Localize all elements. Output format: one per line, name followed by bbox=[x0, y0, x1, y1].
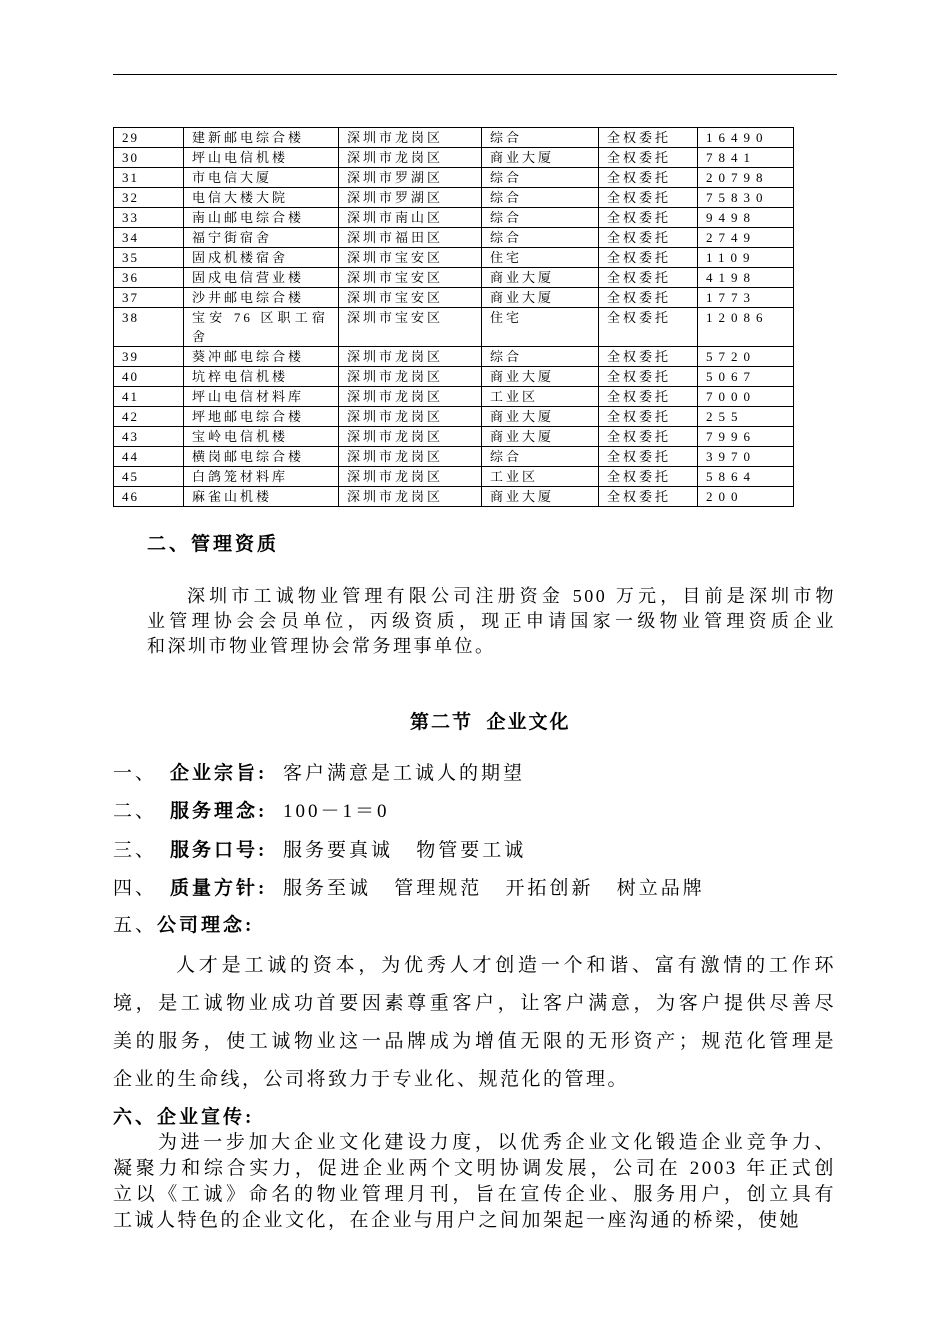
cell-name: 福宁街宿舍 bbox=[184, 228, 339, 248]
cell-mode: 全权委托 bbox=[599, 407, 698, 427]
culture-item-philosophy bbox=[113, 911, 837, 941]
table-row bbox=[114, 268, 794, 288]
cell-area: 16490 bbox=[698, 128, 794, 148]
paragraph-line: 凝聚力和综合实力，促进企业两个文明协调发展，公司在 2003 年正式创 bbox=[113, 1158, 836, 1179]
cell-type: 综合 bbox=[482, 188, 599, 208]
qualification-paragraph bbox=[147, 584, 836, 659]
cell-type: 商业大厦 bbox=[482, 148, 599, 168]
cell-mode: 全权委托 bbox=[599, 268, 698, 288]
cell-mode: 全权委托 bbox=[599, 467, 698, 487]
cell-district: 深圳市龙岗区 bbox=[339, 407, 482, 427]
cell-no: 44 bbox=[114, 447, 184, 467]
cell-district: 深圳市龙岗区 bbox=[339, 367, 482, 387]
item-label: 企业宗旨: bbox=[170, 763, 268, 784]
cell-mode: 全权委托 bbox=[599, 387, 698, 407]
cell-area: 5067 bbox=[698, 367, 794, 387]
cell-district: 深圳市罗湖区 bbox=[339, 168, 482, 188]
table-row bbox=[114, 288, 794, 308]
cell-mode: 全权委托 bbox=[599, 288, 698, 308]
cell-name: 葵冲邮电综合楼 bbox=[184, 347, 339, 367]
table-row bbox=[114, 487, 794, 507]
item-marker: 四、 bbox=[113, 877, 158, 899]
cell-name: 坪山电信机楼 bbox=[184, 148, 339, 168]
cell-line: 宝安 76 区职工宿 bbox=[192, 310, 328, 325]
table-row bbox=[114, 148, 794, 168]
paragraph-line: 立以《工诚》命名的物业管理月刊，旨在宣传企业、服务用户，创立具有 bbox=[113, 1184, 836, 1205]
cell-no: 32 bbox=[114, 188, 184, 208]
paragraph-line: 美的服务，使工诚物业这一品牌成为增值无限的无形资产；规范化管理是 bbox=[113, 1031, 836, 1052]
cell-name: 固戍机楼宿舍 bbox=[184, 248, 339, 268]
cell-name: 白鸽笼材料库 bbox=[184, 467, 339, 487]
cell-mode: 全权委托 bbox=[599, 228, 698, 248]
cell-area: 7841 bbox=[698, 148, 794, 168]
cell-area: 1773 bbox=[698, 288, 794, 308]
cell-type: 商业大厦 bbox=[482, 487, 599, 507]
cell-type: 商业大厦 bbox=[482, 427, 599, 447]
cell-type: 综合 bbox=[482, 208, 599, 228]
cell-district: 深圳市宝安区 bbox=[339, 288, 482, 308]
paragraph-line: 境，是工诚物业成功首要因素尊重客户，让客户满意，为客户提供尽善尽 bbox=[113, 993, 836, 1014]
paragraph-line: 人才是工诚的资本，为优秀人才创造一个和谐、富有激情的工作环 bbox=[176, 955, 836, 976]
cell-area: 200 bbox=[698, 487, 794, 507]
cell-type: 住宅 bbox=[482, 308, 599, 347]
cell-name: 麻雀山机楼 bbox=[184, 487, 339, 507]
cell-no: 45 bbox=[114, 467, 184, 487]
table-row bbox=[114, 228, 794, 248]
cell-type: 工业区 bbox=[482, 467, 599, 487]
cell-type: 综合 bbox=[482, 228, 599, 248]
cell-no: 39 bbox=[114, 347, 184, 367]
table-row bbox=[114, 387, 794, 407]
cell-no: 38 bbox=[114, 308, 184, 347]
cell-type: 商业大厦 bbox=[482, 407, 599, 427]
cell-area: 2749 bbox=[698, 228, 794, 248]
cell-name: 固戍电信营业楼 bbox=[184, 268, 339, 288]
culture-item bbox=[113, 797, 837, 835]
paragraph-line: 深圳市工诚物业管理有限公司注册资金 500 万元，目前是深圳市物 bbox=[187, 586, 836, 606]
table-row bbox=[114, 367, 794, 387]
cell-area: 9498 bbox=[698, 208, 794, 228]
paragraph-line: 和深圳市物业管理协会常务理事单位。 bbox=[147, 636, 496, 656]
culture-item bbox=[113, 759, 837, 797]
cell-name: 沙井邮电综合楼 bbox=[184, 288, 339, 308]
cell-name: 电信大楼大院 bbox=[184, 188, 339, 208]
section-title-culture: 第二节 企业文化 bbox=[410, 712, 571, 733]
cell-type: 住宅 bbox=[482, 248, 599, 268]
cell-area: 20798 bbox=[698, 168, 794, 188]
cell-area: 4198 bbox=[698, 268, 794, 288]
cell-area: 5720 bbox=[698, 347, 794, 367]
table-row bbox=[114, 208, 794, 228]
paragraph-line: 工诚人特色的企业文化，在企业与用户之间加架起一座沟通的桥梁，使她 bbox=[113, 1210, 802, 1231]
table-row bbox=[114, 308, 794, 347]
cell-type: 商业大厦 bbox=[482, 268, 599, 288]
cell-mode: 全权委托 bbox=[599, 188, 698, 208]
cell-district: 深圳市宝安区 bbox=[339, 308, 482, 347]
cell-district: 深圳市龙岗区 bbox=[339, 128, 482, 148]
cell-district: 深圳市南山区 bbox=[339, 208, 482, 228]
culture-item bbox=[113, 874, 837, 912]
cell-mode: 全权委托 bbox=[599, 208, 698, 228]
item-value: 服务要真诚 物管要工诚 bbox=[283, 839, 527, 861]
section-heading-publicity: 六、企业宣传: bbox=[113, 1107, 255, 1128]
item-label: 服务理念: bbox=[170, 801, 268, 823]
cell-name: 宝岭电信机楼 bbox=[184, 427, 339, 447]
table-row bbox=[114, 447, 794, 467]
item-value: 客户满意是工诚人的期望 bbox=[283, 763, 526, 784]
cell-type: 工业区 bbox=[482, 387, 599, 407]
cell-district: 深圳市宝安区 bbox=[339, 248, 482, 268]
cell-name: 坪地邮电综合楼 bbox=[184, 407, 339, 427]
item-marker: 二、 bbox=[113, 801, 158, 823]
table-row bbox=[114, 168, 794, 188]
cell-no: 41 bbox=[114, 387, 184, 407]
publicity-paragraph bbox=[113, 1130, 836, 1234]
table-row bbox=[114, 467, 794, 487]
cell-type: 综合 bbox=[482, 347, 599, 367]
cell-district: 深圳市宝安区 bbox=[339, 268, 482, 288]
cell-type: 商业大厦 bbox=[482, 288, 599, 308]
table-row bbox=[114, 347, 794, 367]
philosophy-paragraph bbox=[113, 947, 836, 1099]
cell-no: 34 bbox=[114, 228, 184, 248]
cell-mode: 全权委托 bbox=[599, 308, 698, 347]
cell-type: 综合 bbox=[482, 447, 599, 467]
cell-mode: 全权委托 bbox=[599, 148, 698, 168]
paragraph-line: 企业的生命线，公司将致力于专业化、规范化的管理。 bbox=[113, 1069, 630, 1090]
cell-no: 36 bbox=[114, 268, 184, 288]
cell-name: 坑梓电信机楼 bbox=[184, 367, 339, 387]
cell-name: 建新邮电综合楼 bbox=[184, 128, 339, 148]
cell-area: 7000 bbox=[698, 387, 794, 407]
cell-name: 坪山电信材料库 bbox=[184, 387, 339, 407]
cell-no: 46 bbox=[114, 487, 184, 507]
item-value: 服务至诚 管理规范 开拓创新 树立品牌 bbox=[283, 877, 705, 899]
cell-district: 深圳市龙岗区 bbox=[339, 487, 482, 507]
property-table bbox=[113, 127, 794, 507]
item-value: 100－1＝0 bbox=[283, 801, 390, 823]
section-heading-qualification: 二、管理资质 bbox=[147, 534, 280, 555]
cell-name: 南山邮电综合楼 bbox=[184, 208, 339, 228]
cell-no: 43 bbox=[114, 427, 184, 447]
item-marker: 五、 bbox=[113, 915, 158, 936]
table-row bbox=[114, 188, 794, 208]
table-row bbox=[114, 128, 794, 148]
cell-name: 横岗邮电综合楼 bbox=[184, 447, 339, 467]
cell-area: 255 bbox=[698, 407, 794, 427]
cell-no: 31 bbox=[114, 168, 184, 188]
table-row bbox=[114, 427, 794, 447]
cell-no: 42 bbox=[114, 407, 184, 427]
paragraph-line: 业管理协会会员单位，丙级资质，现正申请国家一级物业管理资质企业 bbox=[147, 611, 836, 631]
cell-name bbox=[184, 308, 339, 347]
cell-type: 综合 bbox=[482, 168, 599, 188]
header-rule bbox=[113, 74, 837, 75]
cell-area: 3970 bbox=[698, 447, 794, 467]
cell-area: 7996 bbox=[698, 427, 794, 447]
cell-district: 深圳市龙岗区 bbox=[339, 447, 482, 467]
item-label: 公司理念: bbox=[157, 915, 255, 936]
cell-mode: 全权委托 bbox=[599, 487, 698, 507]
cell-no: 30 bbox=[114, 148, 184, 168]
cell-area: 75830 bbox=[698, 188, 794, 208]
property-table-body bbox=[114, 128, 794, 507]
paragraph-line: 为进一步加大企业文化建设力度，以优秀企业文化锻造企业竞争力、 bbox=[158, 1132, 836, 1153]
culture-list bbox=[113, 759, 837, 912]
cell-no: 33 bbox=[114, 208, 184, 228]
cell-mode: 全权委托 bbox=[599, 347, 698, 367]
cell-no: 40 bbox=[114, 367, 184, 387]
item-marker: 一、 bbox=[113, 763, 158, 784]
cell-mode: 全权委托 bbox=[599, 248, 698, 268]
cell-mode: 全权委托 bbox=[599, 367, 698, 387]
cell-mode: 全权委托 bbox=[599, 128, 698, 148]
item-label: 服务口号: bbox=[170, 839, 268, 861]
cell-type: 商业大厦 bbox=[482, 367, 599, 387]
cell-line: 舍 bbox=[192, 329, 209, 344]
cell-type: 综合 bbox=[482, 128, 599, 148]
cell-district: 深圳市龙岗区 bbox=[339, 347, 482, 367]
cell-area: 12086 bbox=[698, 308, 794, 347]
culture-item bbox=[113, 836, 837, 874]
cell-no: 29 bbox=[114, 128, 184, 148]
cell-area: 1109 bbox=[698, 248, 794, 268]
cell-mode: 全权委托 bbox=[599, 168, 698, 188]
cell-district: 深圳市龙岗区 bbox=[339, 387, 482, 407]
cell-district: 深圳市罗湖区 bbox=[339, 188, 482, 208]
cell-no: 37 bbox=[114, 288, 184, 308]
cell-name: 市电信大厦 bbox=[184, 168, 339, 188]
cell-district: 深圳市福田区 bbox=[339, 228, 482, 248]
table-row bbox=[114, 248, 794, 268]
cell-district: 深圳市龙岗区 bbox=[339, 427, 482, 447]
cell-area: 5864 bbox=[698, 467, 794, 487]
cell-no: 35 bbox=[114, 248, 184, 268]
table-row bbox=[114, 407, 794, 427]
cell-district: 深圳市龙岗区 bbox=[339, 148, 482, 168]
item-label: 质量方针: bbox=[170, 877, 268, 899]
cell-mode: 全权委托 bbox=[599, 447, 698, 467]
cell-mode: 全权委托 bbox=[599, 427, 698, 447]
cell-district: 深圳市龙岗区 bbox=[339, 467, 482, 487]
item-marker: 三、 bbox=[113, 839, 158, 861]
